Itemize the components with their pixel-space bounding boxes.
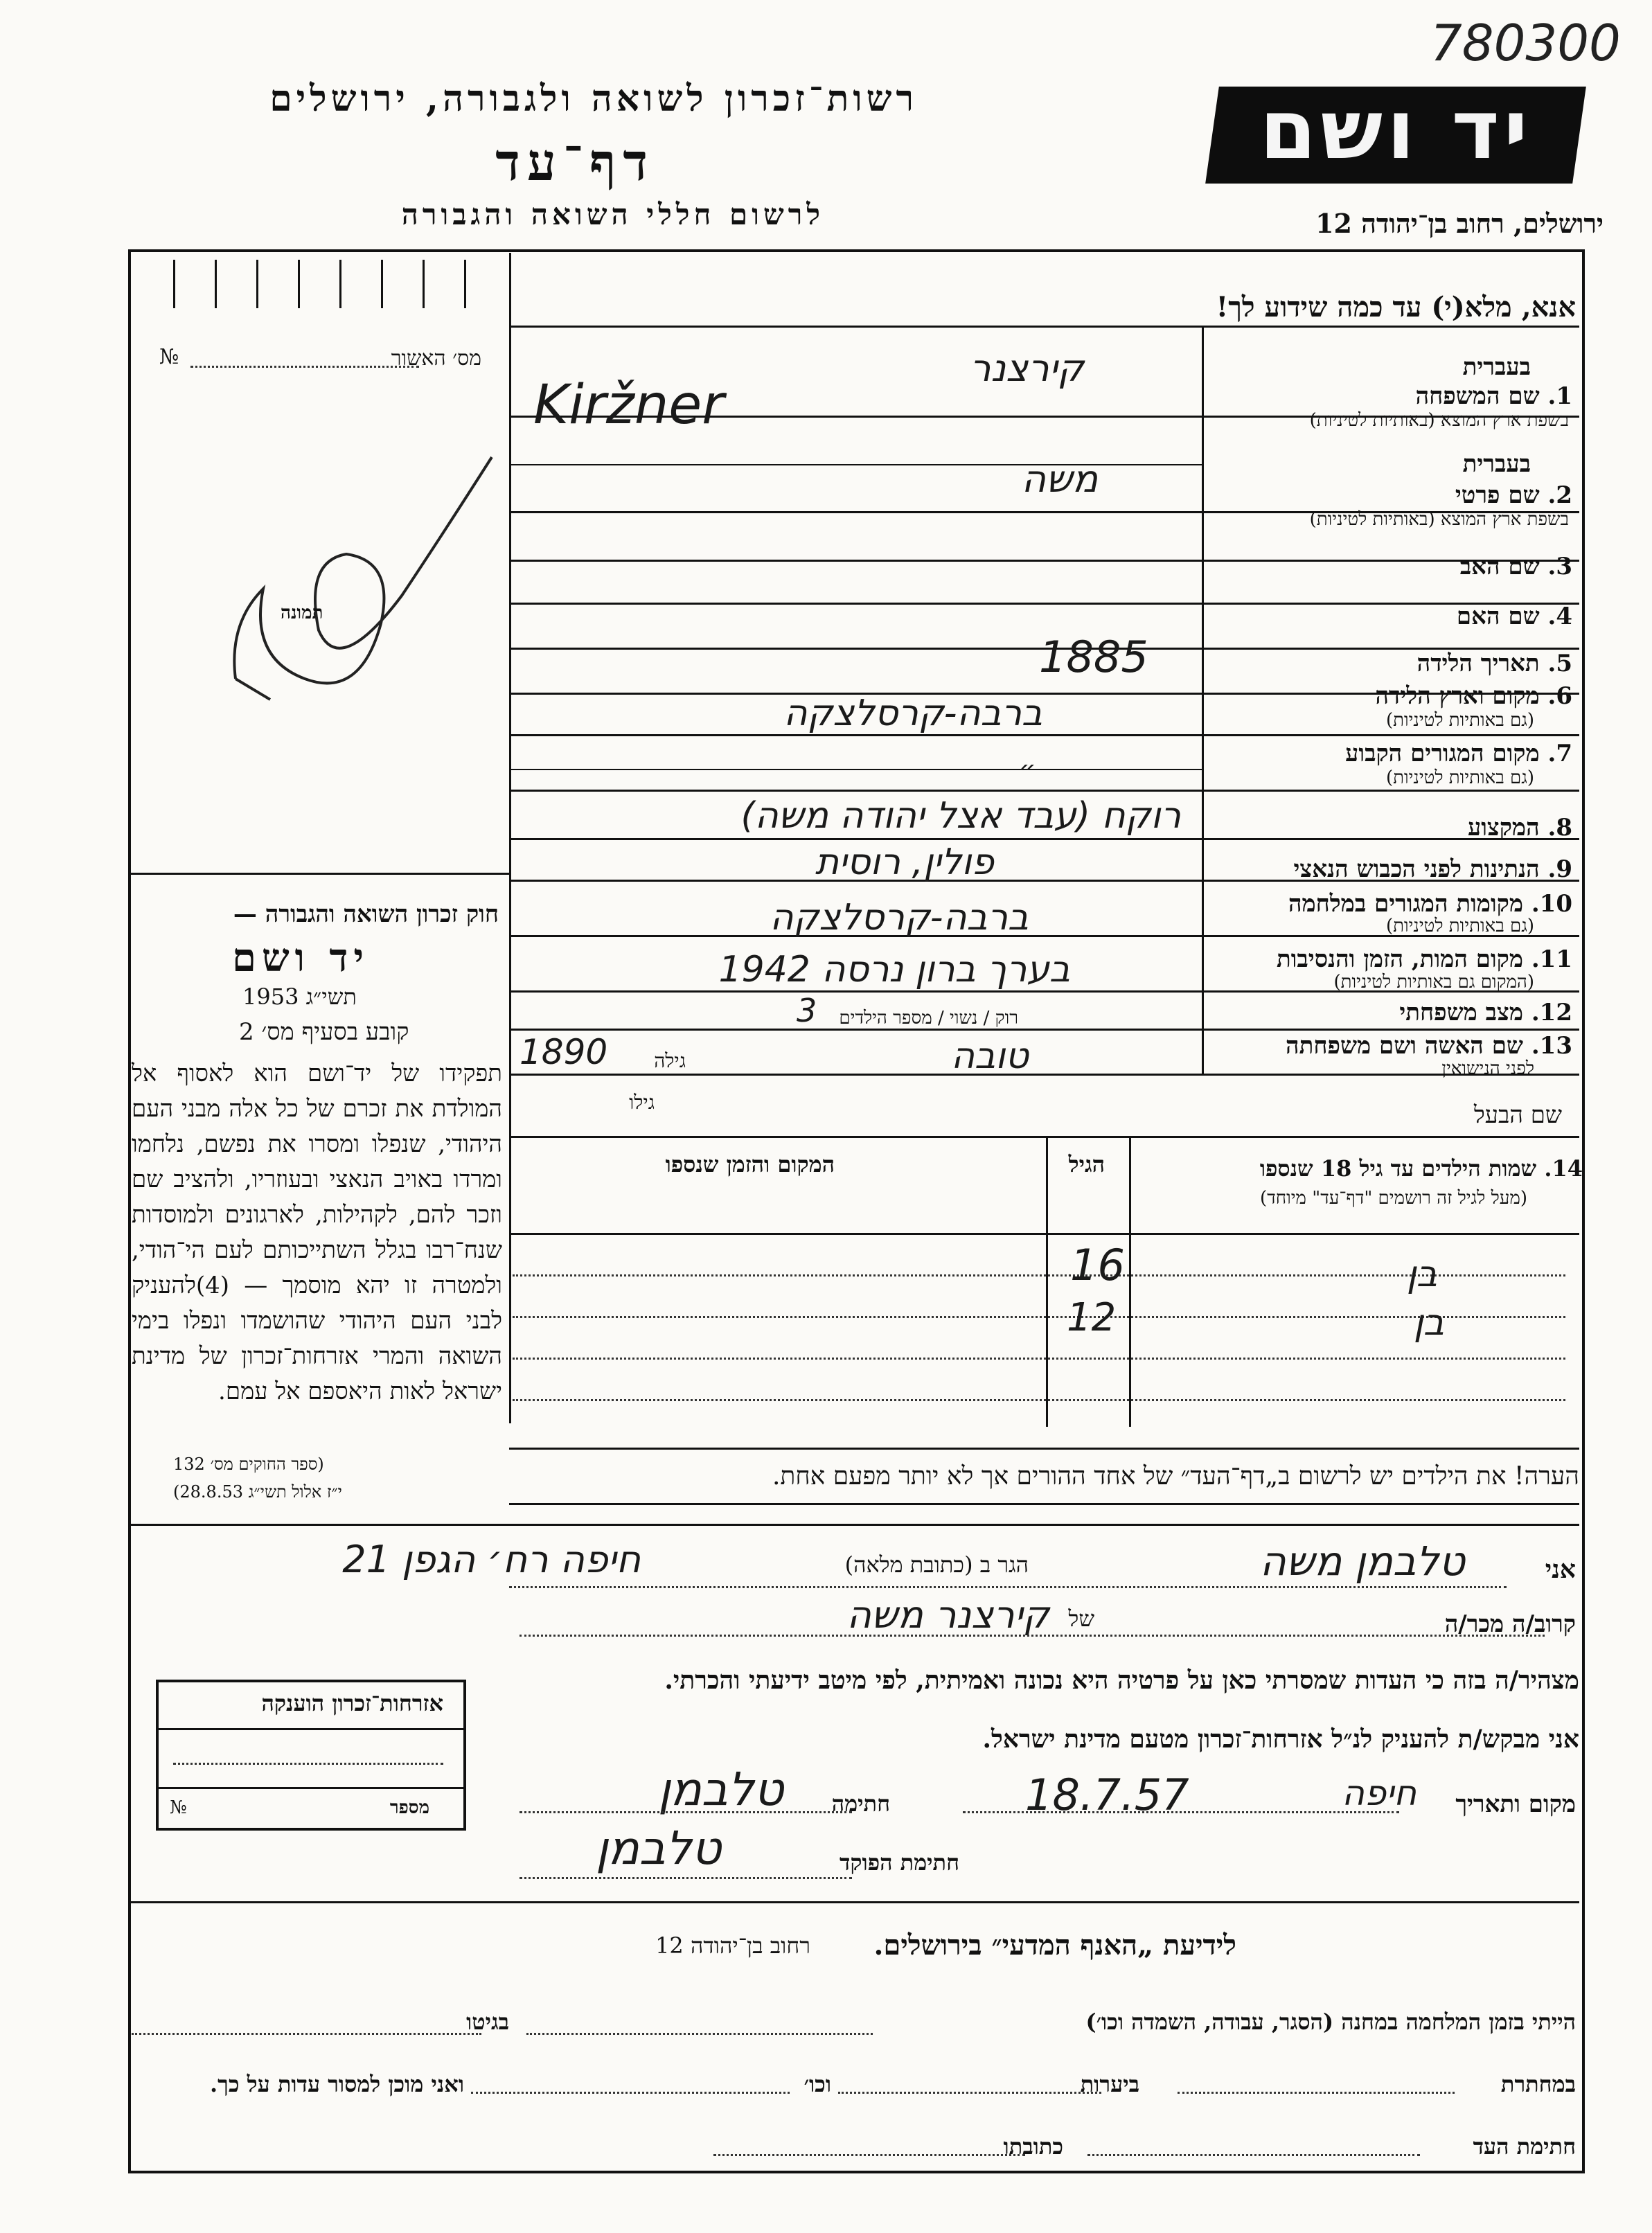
firstname-hebrew: משה: [1021, 457, 1098, 501]
column-age: הגיל: [1068, 1151, 1105, 1177]
field-14-label: 14. שמות הילדים עד גיל 18 שנספו: [1259, 1155, 1583, 1182]
profession: רוקח (עבד אצל יהודה משה): [740, 795, 1181, 837]
officer-value: טלבמן: [596, 1822, 722, 1875]
field-10-sub: (גם באותיות לטיניות): [1385, 916, 1534, 936]
field-13-label: 13. שם האשה ושם משפחתה: [1286, 1032, 1572, 1060]
tick-strip: [132, 253, 506, 308]
signature-value: טלבמן: [658, 1763, 784, 1816]
officer-label: חתימת הפוקד: [840, 1849, 959, 1876]
footer-ready: ואני מוכן למסור עדות על כך.: [209, 2071, 464, 2097]
field-14-sub: (מעל לגיל זה רושמים "דף־עד" מיוחד): [1260, 1188, 1527, 1209]
field-9-label: 9. הנתינות לפני הכבוש הנאצי: [1293, 855, 1572, 883]
logo-address: ירושלים, רחוב בן־יהודה 12: [1315, 208, 1604, 239]
law-body: תפקידו של יד־ושם הוא לאסוף אל המולדת את זכרם של כל אלה מבני העם היהודי, שנפלו ומסרו את נפשם, נלחמו ומרדו באויב הנאצי ובעוזריו, ולהציב שם וזכר להם, לקהילות, לארגונים ולמוסדות שנח־רבו בגלל השתייכותם לעם הי־הודי, ולמטרה זו יהא מוסמך — (4)להעניק לבני העם היהודי שהושמדו ונפלו בימי השואה והמרי אזרחות־זכרון של מדינת ישראל לאות היאספם אל עמם.: [132, 1060, 502, 1405]
birth-date: 1885: [1039, 632, 1148, 682]
field-7-sub: (גם באותיות לטיניות): [1385, 767, 1534, 788]
hebrew-label-1: בעברית: [1462, 353, 1531, 381]
citizenship-box-no-sign: №: [170, 1797, 187, 1818]
decl-ani-value: טלבמן משה: [1259, 1538, 1465, 1585]
logo-text: יד ושם: [1259, 82, 1532, 177]
label-column-divider: [1202, 326, 1204, 1074]
married-label: רוק / נשוי / מספר הילדים: [839, 1008, 1018, 1029]
footer-forests: ביערות: [1080, 2071, 1139, 2097]
wartime-residence: ברבה-קרסלצקה: [770, 897, 1029, 938]
child-2-name: בן: [1413, 1302, 1444, 1344]
decl-request: אני מבקש/ת להעניק לנ״ל אזרחות־זכרון מטעם מדינת ישראל.: [982, 1725, 1579, 1754]
law-source-2: י״ז אלול תשי״ג 28.8.53): [173, 1482, 342, 1502]
decl-shel: של: [1068, 1605, 1094, 1632]
law-yadvashem: יד ושם: [232, 935, 370, 981]
field-4-label: 4. שם האם: [1456, 603, 1572, 630]
photo-placeholder: [222, 450, 499, 727]
hebrew-label-2: בעברית: [1462, 450, 1531, 478]
decl-ani: אני: [1545, 1555, 1576, 1584]
field-1-sub: בשפת ארץ המוצא (באותיות לטיניות): [1309, 410, 1569, 431]
decl-resides: הגר ב (כתובת מלאה): [844, 1551, 1029, 1578]
field-1-label: 1. שם המשפחה: [1415, 382, 1572, 410]
footer-address: רחוב בן־יהודה 12: [655, 1932, 810, 1959]
residence: ״: [1018, 755, 1036, 787]
field-8-label: 8. המקצוע: [1467, 814, 1572, 842]
wife-age-label: גילה: [654, 1049, 686, 1072]
field-13-sub: לפני הנישואין: [1441, 1058, 1534, 1079]
approval-no: №: [159, 345, 179, 369]
wife-age: 1890: [519, 1032, 608, 1072]
field-11-label: 11. מקום המות, הזמן והנסיבות: [1276, 945, 1572, 973]
field-6-label: 6. מקום וארץ הלידה: [1375, 682, 1572, 710]
citizenship-box-title: אזרחות־זכרון הוענקה: [261, 1690, 443, 1716]
husband-age-label: גילו: [629, 1091, 655, 1114]
law-clause: קובע בסעיף מס׳ 2: [239, 1018, 409, 1046]
footer-address-label: כתובתו: [1003, 2133, 1063, 2160]
husband-label: שם הבעל: [1473, 1101, 1562, 1129]
field-12-label: 12. מצב משפחתי: [1399, 999, 1572, 1026]
child-1-name: בן: [1406, 1254, 1437, 1295]
footer-line1: הייתי בזמן המלחמה במחנה (הסגר, עבודה, השמדה וכו׳): [1085, 2009, 1576, 2035]
footer-underground: במחתרת: [1500, 2071, 1576, 2097]
law-heading: חוק זכרון השואה והגבורה —: [233, 900, 499, 928]
field-2-label: 2. שם פרטי: [1455, 481, 1572, 509]
surname-hebrew: קירצנר: [969, 346, 1084, 390]
place-date-label: מקום ותאריך: [1455, 1790, 1576, 1818]
decl-shel-value: קירצנר משה: [846, 1593, 1049, 1637]
death-info: בערך ברון נרסה 1942: [718, 949, 1070, 990]
footer-witness-signature: חתימת העד: [1473, 2133, 1576, 2160]
field-6-sub: (גם באותיות לטיניות): [1385, 710, 1534, 731]
law-source-1: (ספר החוקים מס׳ 132: [173, 1454, 324, 1474]
fill-request: אנא, מלא(י) עד כמה שידוע לך!: [1216, 291, 1576, 323]
law-year: תשי״ג 1953: [242, 984, 357, 1010]
field-2-sub: בשפת ארץ המוצא (באותיות לטיניות): [1309, 509, 1569, 530]
date-value: 18.7.57: [1025, 1770, 1189, 1820]
footer-ghetto: בגיטו: [466, 2009, 509, 2035]
field-10-label: 10. מקומות המגורים במלחמה: [1288, 890, 1572, 918]
signature-label: חתימה: [831, 1790, 890, 1817]
children-count: 3: [797, 992, 817, 1029]
field-11-sub: (המקום גם באותיות לטיניות): [1333, 972, 1534, 993]
form-title: דף־עד: [495, 133, 655, 193]
birth-place: ברבה-קרסלצקה: [783, 693, 1042, 734]
decl-address-value: חיפה רח׳ הגפן 21: [342, 1538, 641, 1581]
field-3-label: 3. שם האב: [1459, 553, 1572, 580]
photo-label: תמונה: [281, 603, 323, 623]
citizenship-box-number: מספר: [389, 1797, 429, 1818]
place-value: חיפה: [1342, 1773, 1416, 1813]
child-1-age: 16: [1070, 1240, 1125, 1290]
decl-relative: קרוב/ה מכר/ה: [1444, 1610, 1576, 1638]
column-place: המקום והזמן שנספו: [665, 1151, 835, 1177]
authority-title: רשות־זכרון לשואה ולגבורה, ירושלים: [269, 78, 918, 120]
wife-name: טובה: [951, 1035, 1029, 1077]
field-7-label: 7. מקום המגורים הקבוע: [1345, 740, 1572, 767]
footer-etc: וכו׳: [803, 2071, 831, 2097]
child-2-age: 12: [1067, 1295, 1117, 1340]
document-number: 780300: [1430, 14, 1621, 72]
approval-label: מס׳ האשור: [391, 346, 481, 371]
note-text: הערה! את הילדים יש לרשום ב„דף־העד״ של אחד ההורים אך לא יותר מפעם אחת.: [772, 1462, 1579, 1491]
footer-heading: לידיעת „האנף המדעי״ בירושלים.: [873, 1929, 1236, 1961]
decl-statement: מצהיר/ה בזה כי העדות שמסרתי כאן על פרטיה היא נכונה ואמיתית, לפי מיטב ידיעתי והכרתי.: [664, 1666, 1579, 1695]
form-subtitle: לרשום חללי השואה והגבורה: [401, 197, 824, 231]
citizenship: פולין, רוסית: [815, 842, 994, 883]
surname-latin: Kiržner: [533, 374, 725, 436]
field-5-label: 5. תאריך הלידה: [1416, 650, 1572, 677]
